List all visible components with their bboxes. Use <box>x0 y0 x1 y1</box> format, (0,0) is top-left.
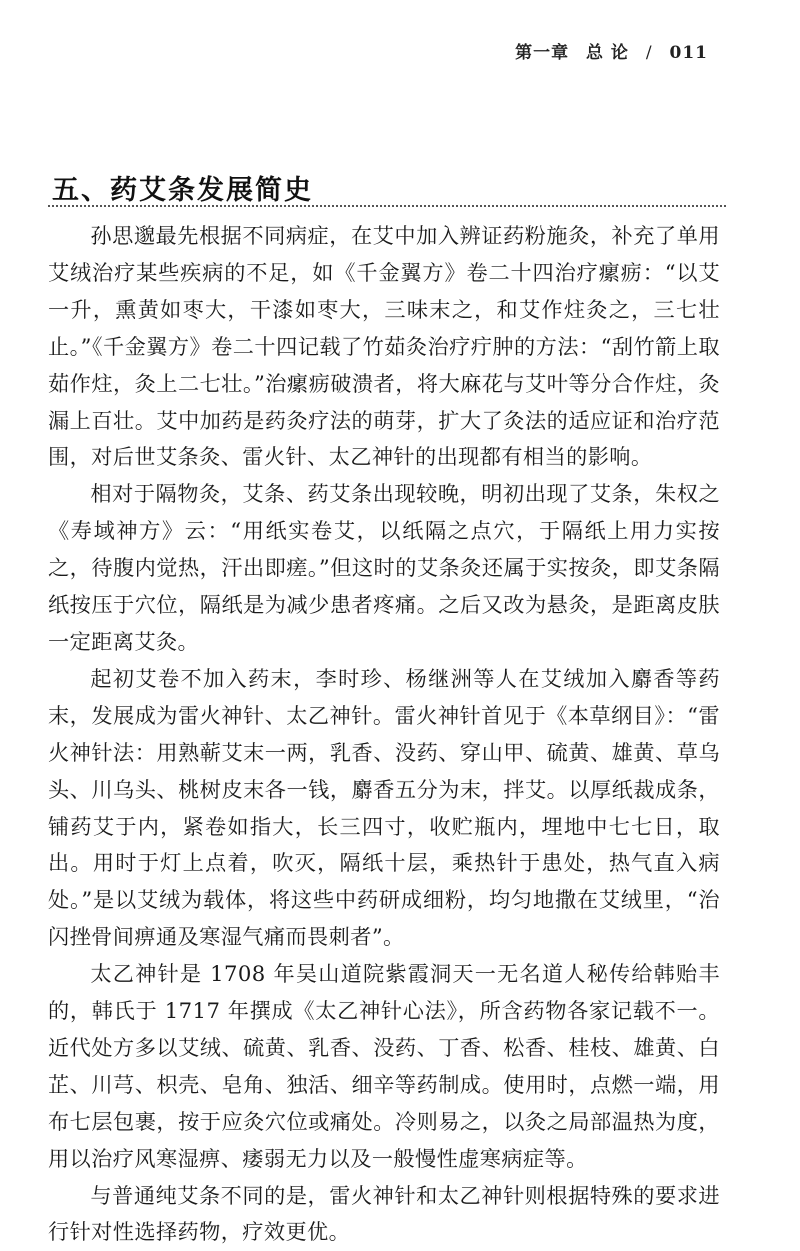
section-title: 五、药艾条发展简史 <box>52 175 313 206</box>
paragraph-1: 孙思邈最先根据不同病症，在艾中加入辨证药粉施灸，补充了单用艾绒治疗某些疾病的不足，如《千金翼方》卷二十四治疗瘰疬：“以艾一升，熏黄如枣大，干漆如枣大，三味末之，和艾作炷灸之，三七壮止。”《千金翼方》卷二十四记载了竹茹灸治疗疔肿的方法：“刮竹箭上取茹作炷，灸上二七壮。”治瘰疬破溃者，将大麻花与艾叶等分合作炷，灸漏上百壮。艾中加药是药灸疗法的萌芽，扩大了灸法的适应证和治疗范围，对后世艾条灸、雷火针、太乙神针的出现都有相当的影响。 <box>48 223 720 470</box>
paragraph-4: 太乙神针是 1708 年吴山道院紫霞洞天一无名道人秘传给韩贻丰的，韩氏于 1717 年撰成《太乙神针心法》，所含药物各家记载不一。近代处方多以艾绒、硫黄、乳香、没药、丁香、松香、桂枝、雄黄、白芷、川芎、枳壳、皂角、独活、细辛等药制成。使用时，点燃一端，用布七层包裹，按于应灸穴位或痛处。冷则易之，以灸之局部温热为度，用以治疗风寒湿痹、痿弱无力以及一般慢性虚寒病症等。 <box>48 961 720 1171</box>
title-underline <box>48 205 726 207</box>
paragraph-3: 起初艾卷不加入药末，李时珍、杨继洲等人在艾绒加入麝香等药末，发展成为雷火神针、太乙神针。雷火神针首见于《本草纲目》：“雷火神针法：用熟蕲艾末一两，乳香、没药、穿山甲、硫黄、雄黄、草乌头、川乌头、桃树皮末各一钱，麝香五分为末，拌艾。以厚纸裁成条，铺药艾于内，紧卷如指大，长三四寸，收贮瓶内，埋地中七七日，取出。用时于灯上点着，吹灭，隔纸十层，乘热针于患处，热气直入病处。”是以艾绒为载体，将这些中药研成细粉，均匀地撒在艾绒里，“治闪挫骨间痹通及寒湿气痛而畏刺者”。 <box>48 665 720 950</box>
chapter-label: 第一章 <box>515 43 570 63</box>
paragraph-5: 与普通纯艾条不同的是，雷火神针和太乙神针则根据特殊的要求进行针对性选择药物，疗效更优。 <box>48 1182 720 1245</box>
page-number: 011 <box>669 43 708 63</box>
paragraph-2: 相对于隔物灸，艾条、药艾条出现较晚，明初出现了艾条，朱权之《寿域神方》云：“用纸实卷艾，以纸隔之点穴，于隔纸上用力实按之，待腹内觉热，汗出即瘥。”但这时的艾条灸还属于实按灸，即艾条隔纸按压于穴位，隔纸是为减少患者疼痛。之后又改为悬灸，是距离皮肤一定距离艾灸。 <box>48 481 720 654</box>
chapter-title: 总 论 <box>586 43 629 63</box>
body-text <box>48 218 720 1251</box>
running-header <box>515 38 708 63</box>
header-separator: / <box>645 43 653 63</box>
